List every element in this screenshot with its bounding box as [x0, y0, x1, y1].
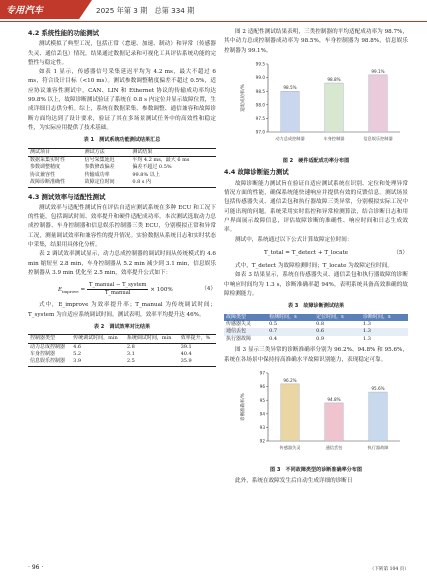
table-cell: 0.4 — [269, 335, 278, 342]
table-cell: 4.6 — [73, 343, 82, 350]
table-cell: 2.5 — [126, 358, 135, 365]
data-label: 94.8% — [327, 396, 341, 402]
table-row — [28, 164, 216, 171]
table-cell: 0.8 s 内 — [132, 179, 152, 186]
y-tick-label: 96 — [259, 384, 265, 390]
table-header-cell: 传统调试时间，min — [73, 335, 118, 342]
paragraph: 表 2 调试效率测试显示，动力总成控制器的调试时间从传统模式的 4.6 min 缩短至 2.8 min，车身控制器从 5.2 min 减少到 3.1 min，信息娱乐控制器从 3.9 min 优化至 2.5 min，效率提升公式如下： — [28, 251, 216, 276]
figure-2-caption: 图 2 硬件适配成功率分布图 — [282, 158, 350, 165]
section-heading-4-4: 4.4 故障诊断能力测试 — [224, 168, 289, 177]
table-cell: 信号采集延迟 — [84, 156, 115, 163]
paragraph: 式中，E_improve 为效率提升率；T_manual 为传统调试时间；T_system 为自适应系统调试时间。测试表明，效率平均提升达 46%。 — [28, 302, 216, 318]
table-cell: 执行器故障 — [226, 335, 252, 342]
table-cell: 协议兼容性 — [30, 171, 56, 178]
issue-info: 2025 年第 3 期 总第 334 期 — [96, 6, 195, 15]
table-cell: 0.7 — [267, 328, 314, 335]
table-cell: 1.3 — [363, 321, 371, 328]
journal-header — [0, 0, 427, 24]
left-column — [28, 28, 216, 367]
table-3 — [224, 314, 408, 344]
table-cell: 数据采集实时性 — [30, 156, 66, 163]
y-tick-label: 98.0 — [255, 102, 265, 108]
table-cell: 信息娱乐控制器 — [30, 358, 66, 365]
formula-denominator: T_manual — [104, 290, 131, 297]
table-cell: 1.3 — [363, 335, 371, 342]
formula-5-body: T_total = T_detect + T_locate — [264, 249, 349, 256]
table-cell: 0.6 — [314, 328, 361, 335]
table-header-cell: 检测时间，s — [267, 314, 314, 321]
page-number: · 96 · — [28, 564, 44, 571]
y-axis-label: 诊断准确率/% — [241, 393, 246, 421]
table-cell: 通信丢包 — [224, 328, 267, 335]
y-tick-label: 99.5 — [255, 61, 265, 67]
formula-number: （4） — [201, 286, 216, 293]
data-label: 96.2% — [283, 377, 297, 383]
data-label: 98.8% — [327, 76, 341, 82]
table-cell: 传输成功率 — [84, 171, 110, 178]
paragraph: 此外，系统在故障发生后自动生成详细的诊断日 — [235, 478, 353, 485]
table-cell: 0.9 — [316, 335, 325, 342]
y-axis-label: 适配成功率/% — [241, 84, 246, 112]
y-tick-label: 92 — [259, 438, 265, 444]
table-cell: 3.9 — [73, 358, 82, 365]
figure-3-caption: 图 3 不同故障类型的诊断准确率分布图 — [270, 467, 362, 474]
table-header-cell: 诊断时间，s — [361, 314, 408, 321]
section-heading-4-3: 4.3 测试效率与适配性测试 — [28, 192, 106, 201]
table-row — [224, 328, 408, 335]
y-tick-label: 97 — [259, 370, 265, 376]
table-cell: 0.8 — [316, 321, 325, 328]
bar — [369, 75, 387, 132]
paragraph: 式中，T_detect 为故障检测时间；T_locate 为故障定位时间。 — [235, 263, 393, 270]
bar — [369, 392, 387, 441]
table-cell: 参数修改偏差 — [84, 164, 115, 171]
section-heading-4-2: 4.2 系统性能的功能测试 — [28, 29, 100, 37]
figure-3-bar-chart — [224, 367, 408, 459]
table-cell: 35.9 — [180, 358, 192, 365]
table-1 — [28, 148, 216, 188]
table-cell: 39.1 — [180, 343, 192, 350]
formula-5 — [224, 249, 408, 258]
table-cell: 车身控制器 — [30, 350, 56, 357]
table-cell: 故障定位时间 — [84, 179, 115, 186]
table-header-cell: 测试方法 — [84, 148, 105, 155]
x-tick-label: 执行器故障 — [367, 444, 389, 450]
y-tick-label: 97.0 — [255, 129, 265, 135]
table-row — [28, 358, 216, 366]
formula-fraction — [87, 282, 149, 297]
y-tick-label: 93 — [259, 424, 265, 430]
table-header-cell: 测试结果 — [132, 148, 153, 155]
table-cell: 动力总成控制器 — [30, 343, 66, 350]
table-3-caption: 表 3 故障诊断测试结果 — [287, 303, 345, 310]
formula-numerator: T_manual − T_system — [88, 282, 147, 289]
continued-note: （下转第 104 页） — [369, 567, 409, 572]
bar — [325, 403, 343, 441]
table-1-caption: 表 1 测试系统功能测试结果汇总 — [83, 137, 161, 144]
table-cell: 40.4 — [180, 350, 192, 357]
paragraph: 如表 3 结果显示，系统在传感器失灵、通信丢包和执行器故障的诊断中响应时间均为 1.3 s，诊断准确率超 94%，表明系统具备高效准确的故障检测能力。 — [224, 272, 408, 298]
table-cell: 2.8 — [126, 343, 135, 350]
x-tick-label: 通信丢包 — [325, 444, 343, 450]
table-cell: 参数调整精度 — [30, 164, 61, 171]
x-tick-label: 车身控制器 — [323, 135, 345, 141]
table-2 — [28, 334, 216, 367]
paragraph: 测试中，系统通过以下公式计算故障定位时间： — [235, 236, 353, 243]
formula-lhs-sub: improve — [62, 289, 79, 295]
table-cell: 0.5 — [269, 321, 278, 328]
data-label: 95.6% — [371, 385, 385, 391]
table-cell: 偏差不超过 0.5% — [132, 164, 172, 171]
x-tick-label: 动力总成控制器 — [275, 135, 305, 141]
y-tick-label: 99.0 — [255, 75, 265, 81]
paragraph: 测试效率与适配性测试旨在评估自适应测试系统在多种 ECU 和工况下的性能，包括调试时间、效率提升和硬件适配成功率。本次测试选取动力总成控制器、车身控制器和信息娱乐控制器三类 ECU，分别模拟正常和异常工况，测量调试效率和兼容性的提升情况。实验数据从系统日志和实时状态中采集，结果用具体化分析。 — [28, 204, 216, 249]
table-cell: 传感器失灵 — [226, 321, 252, 328]
journal-logo: 专用汽车 — [6, 6, 44, 16]
table-cell: 平均 4.2 ms，最大 6 ms — [132, 156, 190, 163]
table-header-cell: 定位时间，s — [314, 314, 361, 321]
y-tick-label: 97.5 — [255, 115, 265, 121]
bar — [281, 91, 299, 132]
x-tick-label: 信息娱乐控制器 — [363, 135, 393, 141]
table-cell: 故障诊断准确性 — [30, 179, 66, 186]
table-2-caption: 表 2 调试效率对比结果 — [93, 323, 151, 330]
table-row — [224, 321, 408, 328]
data-label: 99.1% — [371, 68, 385, 74]
right-column — [224, 28, 408, 487]
formula-tail: × 100% — [150, 287, 173, 294]
paragraph: 图 3 显示三类异常的诊断准确率分别为 96.2%、94.8% 和 95.6%，系统在各场景中保持持高准确水平故障识别能力，表现稳定可靠。 — [224, 347, 408, 363]
header-rule — [0, 21, 427, 22]
y-tick-label: 95 — [259, 397, 265, 403]
table-header-cell: 故障类型 — [224, 314, 267, 321]
table-header-cell: 效率提升，% — [180, 335, 211, 342]
x-tick-label: 传感器失灵 — [279, 444, 301, 450]
table-cell: 3.1 — [126, 350, 135, 357]
table-cell: 1.3 — [361, 328, 408, 335]
paragraph: 测试模拟了典型工况，包括正常（怠速、加速、制动）和异常（传感器失灵、通信丢包）情况，结果通过数据记录和可视化工具评估系统功能的完整性与稳定性。 — [28, 41, 216, 66]
data-label: 98.5% — [283, 85, 297, 91]
y-tick-label: 98.5 — [255, 88, 265, 94]
formula-lhs: E — [58, 287, 63, 294]
table-row — [28, 179, 216, 187]
table-cell: 5.2 — [73, 350, 82, 357]
paragraph: 图 2 适配性测试结果表明，三类控制器的平均适配成功率为 98.7%，其中动力总成控制器成功率为 98.5%，车身控制器为 98.8%，信息娱乐控制器为 99.1%。 — [224, 29, 408, 54]
figure-2-bar-chart — [224, 58, 408, 150]
formula-5-number: （5） — [393, 249, 408, 256]
y-tick-label: 94 — [259, 411, 265, 417]
table-row — [224, 336, 408, 343]
formula-4: $E_{improve}$ = $\frac{\text{T\_manual − T\_system}}{\text{T\_manual}}$ × 100% （4） — [58, 282, 216, 297]
paragraph: 如表 1 显示，传感器信号采集延迟平均为 4.2 ms，最大不超过 6 ms，符合设计目标（<10 ms）。测试参数调整精度偏差不超过 0.5%，适应协议兼容性测试中，CAN、LIN 和 Ethernet 协议的传输成功率均达 99.8% 以上，故障诊断测试验证了系统在 0.8 s 内定位并显示故障位置，生成详细日志供分析。综上，系统在数据采集、参数调整、通信兼容和故障诊断方面均达到了设计要求，验证了其在多场景测试任务中的高效性和稳定性，为实际应用提供了技术基础。 — [28, 69, 216, 131]
bar — [325, 83, 343, 132]
table-row — [28, 343, 216, 351]
bar — [281, 384, 299, 441]
paragraph: 故障诊断能力测试旨在验证自适应测试系统在识别、定位和处理异常情况方面的性能，确保系统能快速响应并提供有效的反馈信息。测试场景包括传感器失灵、通信丢包和执行器故障三类异常，分别模拟实际工况中可能出现的问题。系统采用实时监控和异常检测算法，结合诊断日志和用户界面展示故障信息，评估故障诊断的准确性、响应时间和日志生成效率。 — [224, 180, 408, 234]
table-header-cell: 系统调试时间，min — [126, 335, 172, 342]
table-header-cell: 测试项目 — [30, 148, 51, 155]
table-cell: 99.8% 以上 — [132, 171, 160, 178]
table-header-cell: 控制器类型 — [30, 335, 56, 342]
